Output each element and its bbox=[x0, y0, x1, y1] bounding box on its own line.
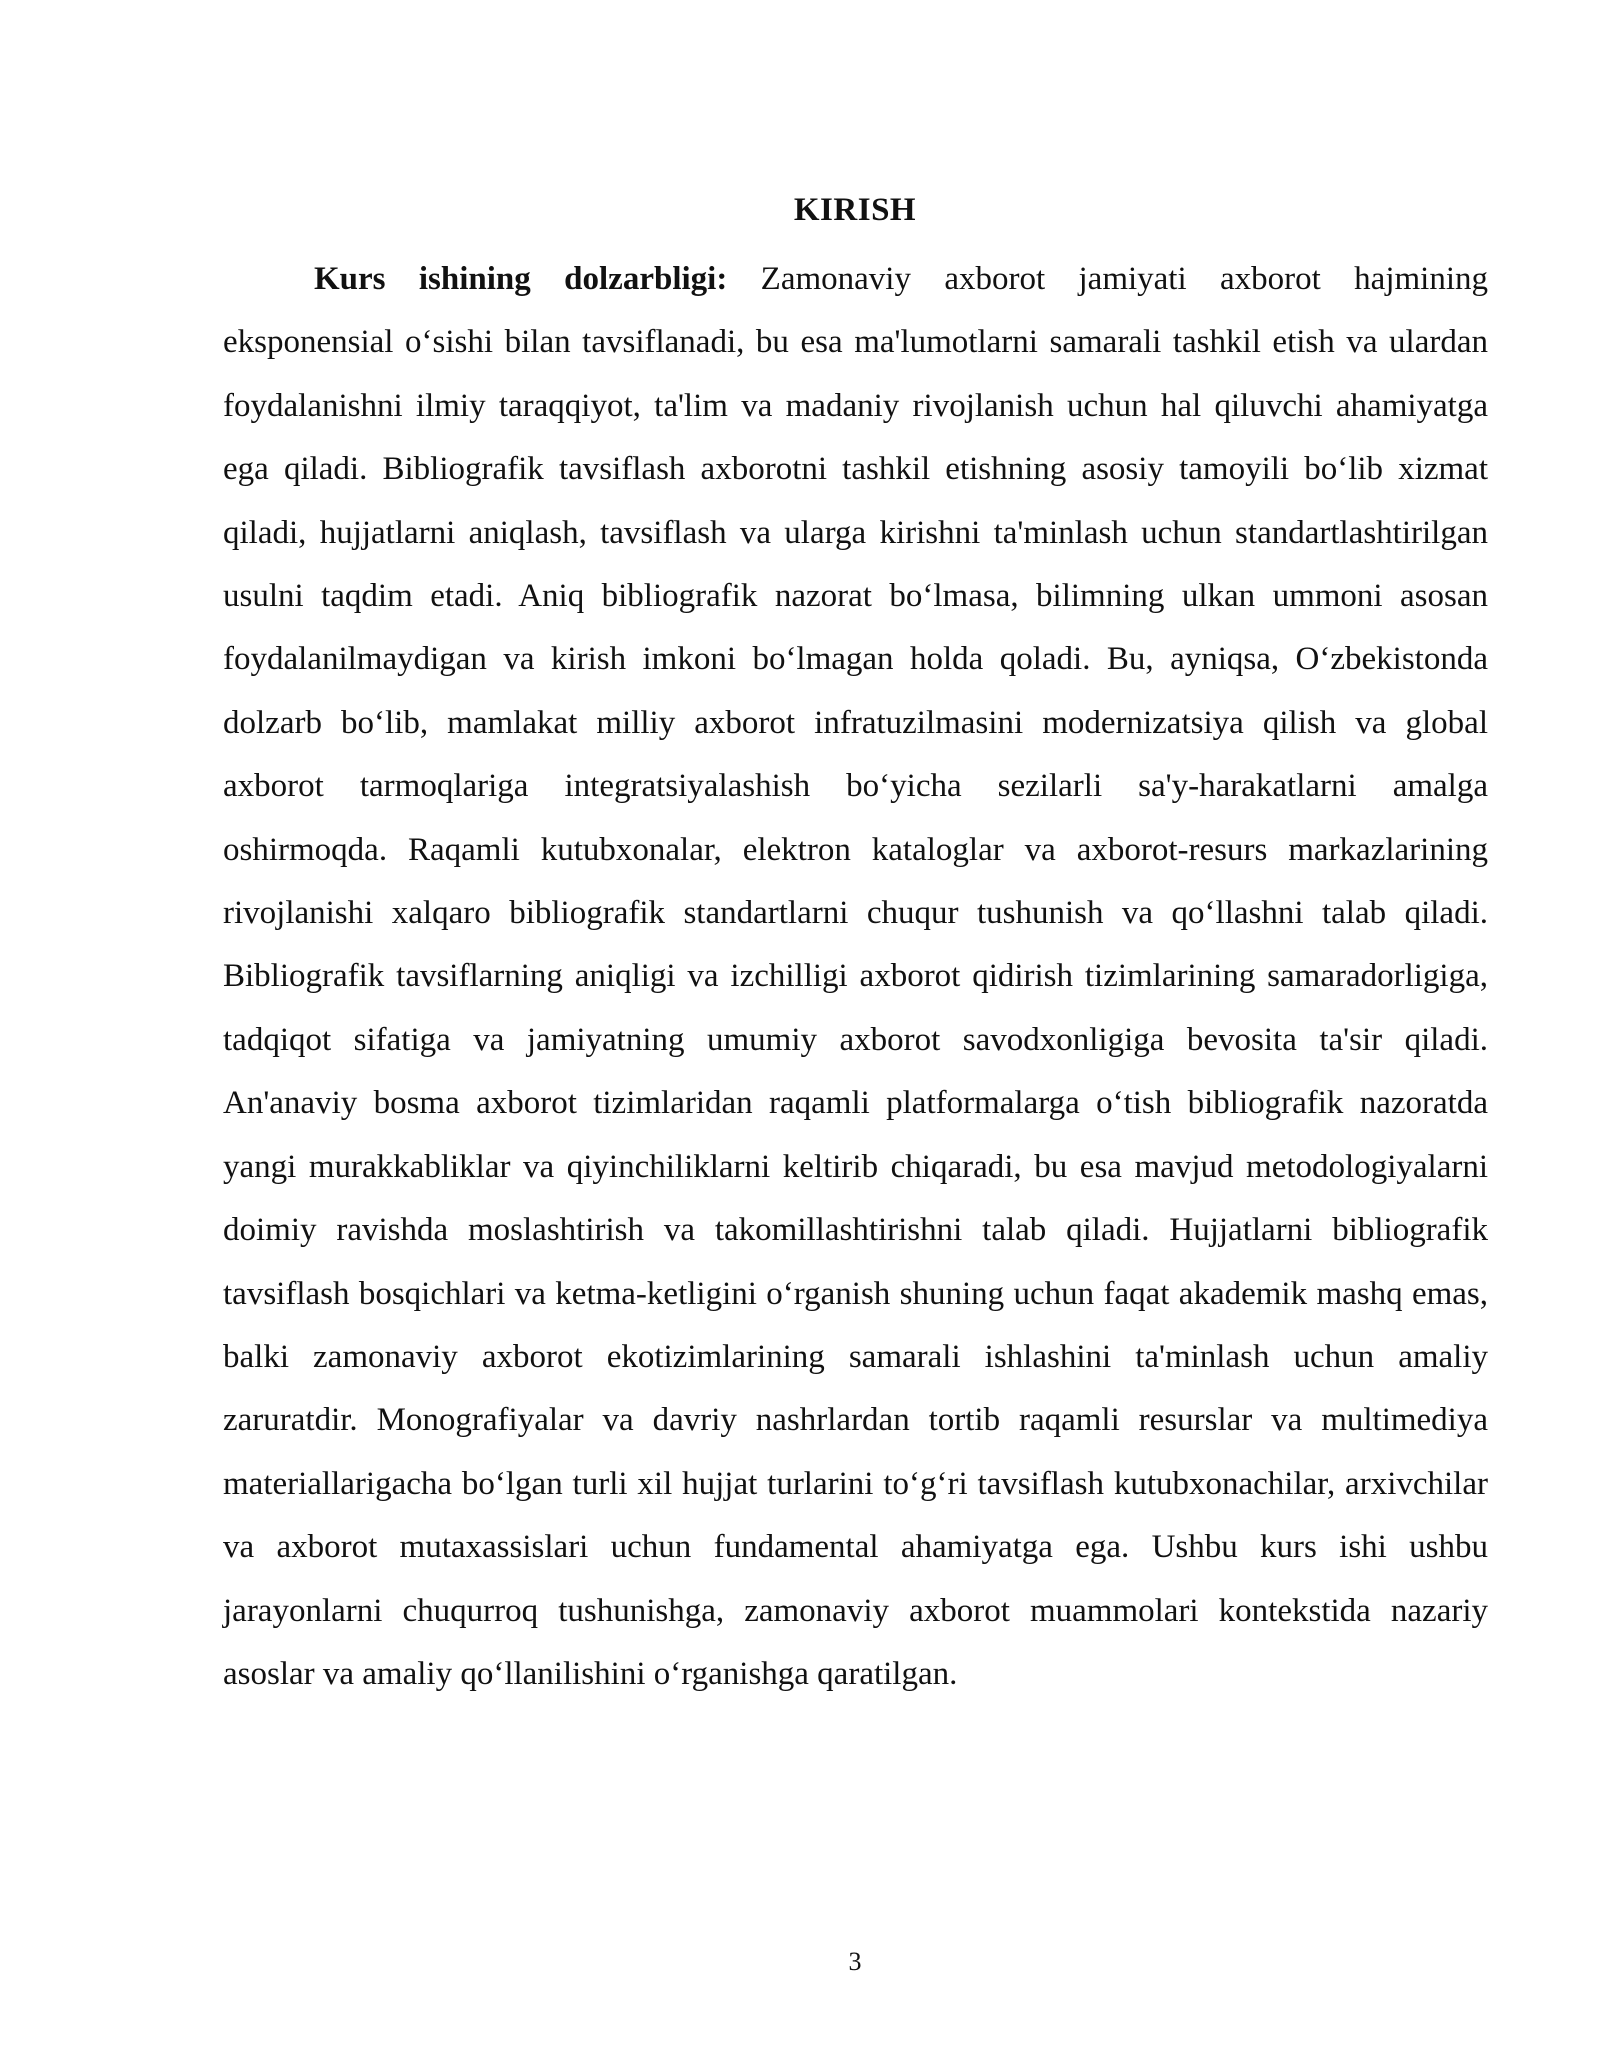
paragraph-lead: Kurs ishining dolzarbligi: bbox=[314, 261, 728, 297]
paragraph-text: Zamonaviy axborot jamiyati axborot hajmining eksponensial o‘sishi bilan tavsiflanadi, bu esa ma'lumotlarni samarali tashkil etish va ulardan foydalanishni ilmiy taraqqiyot, ta'lim va madaniy rivojlanish uchun hal qiluvchi ahamiyatga ega qiladi. Bibliografik tavsiflash axborotni tashkil etishning asosiy tamoyili bo‘lib xizmat qiladi, hujjatlarni aniqlash, tavsiflash va ularga kirishni ta'minlash uchun standartlashtirilgan usulni taqdim etadi. Aniq bibliografik nazorat bo‘lmasa, bilimning ulkan ummoni asosan foydalanilmaydigan va kirish imkoni bo‘lmagan holda qoladi. Bu, ayniqsa, O‘zbekistonda dolzarb bo‘lib, mamlakat milliy axborot infratuzilmasini modernizatsiya qilish va global axborot tarmoqlariga integratsiyalashish bo‘yicha sezilarli sa'y-harakatlarni amalga oshirmoqda. Raqamli kutubxonalar, elektron kataloglar va axborot-resurs markazlarining rivojlanishi xalqaro bibliografik standartlarni chuqur tushunish va qo‘llashni talab qiladi. Bibliografik tavsiflarning aniqligi va izchilligi axborot qidirish tizimlarining samaradorligiga, tadqiqot sifatiga va jamiyatning umumiy axborot savodxonligiga bevosita ta'sir qiladi. An'anaviy bosma axborot tizimlaridan raqamli platformalarga o‘tish bibliografik nazoratda yangi murakkabliklar va qiyinchiliklarni keltirib chiqaradi, bu esa mavjud metodologiyalarni doimiy ravishda moslashtirish va takomillashtirishni talab qiladi. Hujjatlarni bibliografik tavsiflash bosqichlari va ketma-ketligini o‘rganish shuning uchun faqat akademik mashq emas, balki zamonaviy axborot ekotizimlarining samarali ishlashini ta'minlash uchun amaliy zaruratdir. Monografiyalar va davriy nashrlardan tortib raqamli resurslar va multimediya materiallarigacha bo‘lgan turli xil hujjat turlarini to‘g‘ri tavsiflash kutubxonachilar, arxivchilar va axborot mutaxassislari uchun fundamental ahamiyatga ega. Ushbu kurs ishi ushbu jarayonlarni chuqurroq tushunishga, zamonaviy axborot muammolari kontekstida nazariy asoslar va amaliy qo‘llanilishini o‘rganishga qaratilgan. bbox=[223, 261, 1488, 1692]
page-number: 3 bbox=[848, 1947, 862, 1976]
section-heading: KIRISH bbox=[793, 192, 917, 228]
body-paragraph bbox=[223, 248, 1488, 1706]
